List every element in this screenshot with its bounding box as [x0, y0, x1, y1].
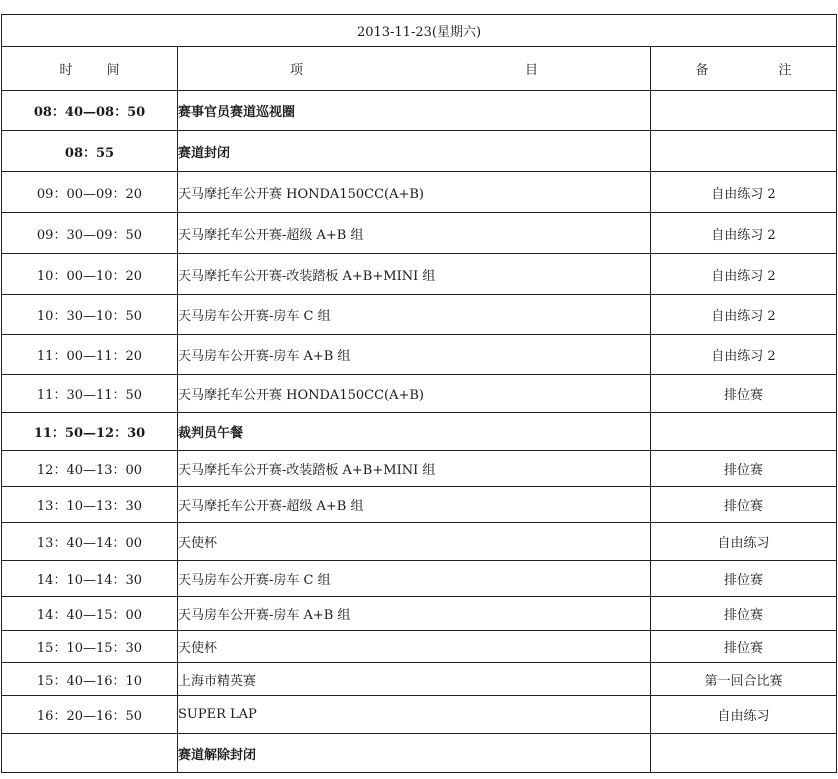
header-item-char-1: 项: [289, 63, 303, 78]
note-cell: 自由练习: [651, 523, 837, 561]
header-time-char-2: 间: [106, 63, 120, 78]
table-row: [2, 172, 837, 213]
note-cell: [651, 734, 837, 773]
time-cell: 11：50—12：30: [2, 413, 178, 451]
item-cell: 天马房车公开赛-房车 C 组: [178, 295, 651, 335]
note-cell: 排位赛: [651, 487, 837, 523]
time-cell: 10：00—10：20: [2, 254, 178, 295]
table-row: [2, 213, 837, 254]
time-cell: 14：10—14：30: [2, 561, 178, 597]
note-cell: 自由练习 2: [651, 335, 837, 375]
header-time-char-1: 时: [59, 63, 73, 78]
header-note-char-1: 备: [695, 63, 709, 78]
time-cell: 13：40—14：00: [2, 523, 178, 561]
note-cell: 排位赛: [651, 375, 837, 413]
table-row: [2, 561, 837, 597]
note-cell: 自由练习 2: [651, 295, 837, 335]
note-cell: 自由练习 2: [651, 172, 837, 213]
item-cell: 赛道封闭: [178, 131, 651, 172]
table-row: [2, 375, 837, 413]
item-cell: 天马摩托车公开赛-超级 A+B 组: [178, 213, 651, 254]
time-cell: 08：40—08：50: [2, 91, 178, 131]
table-row: [2, 487, 837, 523]
table-row: [2, 597, 837, 631]
header-note: [651, 47, 837, 91]
schedule-table: [1, 14, 837, 773]
time-cell: 09：30—09：50: [2, 213, 178, 254]
table-row: [2, 91, 837, 131]
note-cell: [651, 131, 837, 172]
time-cell: 16：20—16：50: [2, 696, 178, 734]
table-row: [2, 254, 837, 295]
item-cell: 天马房车公开赛-房车 C 组: [178, 561, 651, 597]
note-cell: 自由练习 2: [651, 213, 837, 254]
note-cell: 排位赛: [651, 597, 837, 631]
time-cell: 13：10—13：30: [2, 487, 178, 523]
note-cell: 排位赛: [651, 451, 837, 487]
item-cell: 赛事官员赛道巡视圈: [178, 91, 651, 131]
item-cell: 天马摩托车公开赛-改装踏板 A+B+MINI 组: [178, 451, 651, 487]
item-cell: 天马房车公开赛-房车 A+B 组: [178, 597, 651, 631]
time-cell: 09：00—09：20: [2, 172, 178, 213]
note-cell: 第一回合比赛: [651, 663, 837, 696]
table-row: [2, 295, 837, 335]
table-row: [2, 413, 837, 451]
item-cell: 天马摩托车公开赛 HONDA150CC(A+B): [178, 375, 651, 413]
time-cell: 10：30—10：50: [2, 295, 178, 335]
item-cell: 裁判员午餐: [178, 413, 651, 451]
header-item-char-2: 目: [525, 63, 539, 78]
table-row: [2, 335, 837, 375]
table-row: [2, 131, 837, 172]
item-cell: 天马房车公开赛-房车 A+B 组: [178, 335, 651, 375]
header-row: [2, 47, 837, 91]
header-item: [178, 47, 651, 91]
item-cell: 天使杯: [178, 523, 651, 561]
time-cell: 12：40—13：00: [2, 451, 178, 487]
table-row: [2, 631, 837, 663]
header-note-char-2: 注: [778, 63, 792, 78]
table-row: [2, 734, 837, 773]
item-cell: SUPER LAP: [178, 696, 651, 734]
note-cell: 排位赛: [651, 561, 837, 597]
note-cell: [651, 91, 837, 131]
title-row: [2, 15, 837, 47]
note-cell: 自由练习: [651, 696, 837, 734]
item-cell: 天马摩托车公开赛-超级 A+B 组: [178, 487, 651, 523]
time-cell: 11：30—11：50: [2, 375, 178, 413]
time-cell: 11：00—11：20: [2, 335, 178, 375]
table-row: [2, 663, 837, 696]
schedule-date-title: 2013-11-23(星期六): [2, 15, 837, 47]
time-cell: 14：40—15：00: [2, 597, 178, 631]
time-cell: 08：55: [2, 131, 178, 172]
time-cell: 15：10—15：30: [2, 631, 178, 663]
table-row: [2, 523, 837, 561]
header-time: [2, 47, 178, 91]
item-cell: 天马摩托车公开赛-改装踏板 A+B+MINI 组: [178, 254, 651, 295]
item-cell: 赛道解除封闭: [178, 734, 651, 773]
note-cell: [651, 413, 837, 451]
item-cell: 天马摩托车公开赛 HONDA150CC(A+B): [178, 172, 651, 213]
table-row: [2, 451, 837, 487]
time-cell: 15：40—16：10: [2, 663, 178, 696]
note-cell: 排位赛: [651, 631, 837, 663]
note-cell: 自由练习 2: [651, 254, 837, 295]
table-row: [2, 696, 837, 734]
item-cell: 上海市精英赛: [178, 663, 651, 696]
item-cell: 天使杯: [178, 631, 651, 663]
time-cell: [2, 734, 178, 773]
